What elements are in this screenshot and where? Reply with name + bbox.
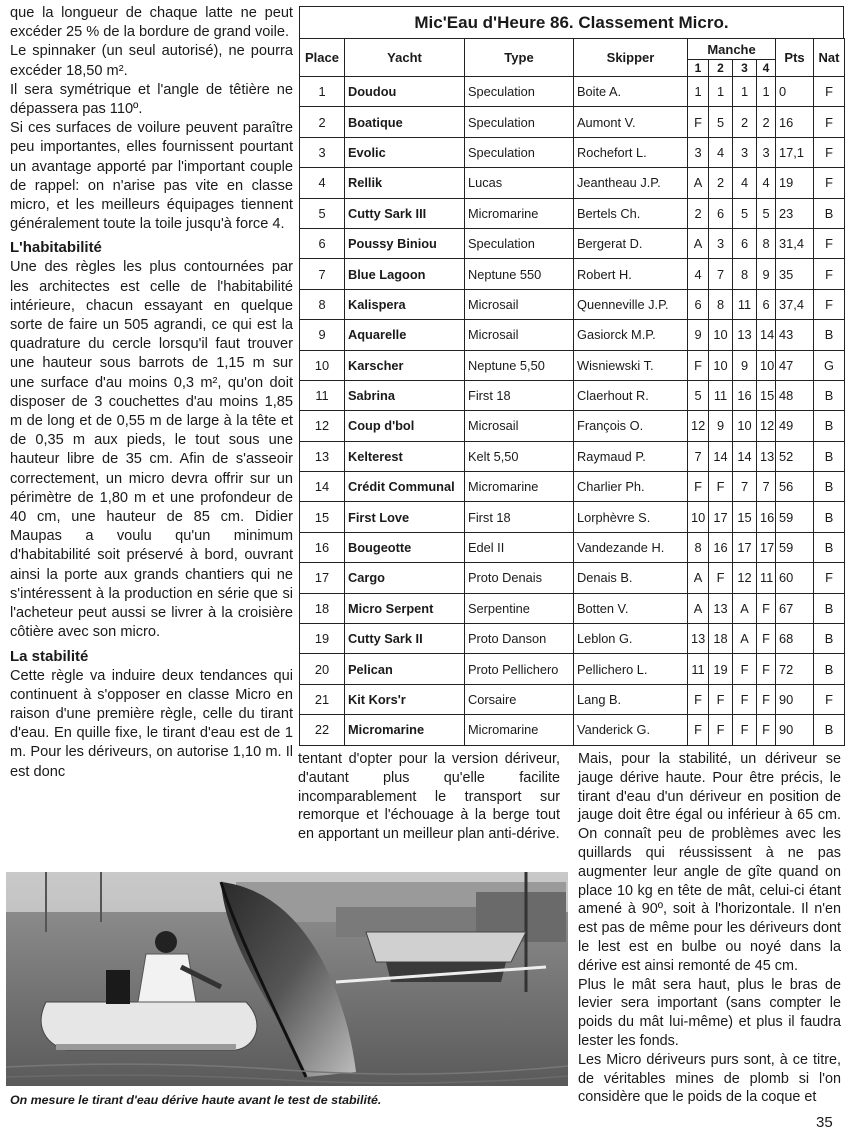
photo-illustration (6, 872, 568, 1086)
cell-manche-1: 10 (688, 502, 709, 532)
cell-manche-3: 6 (733, 228, 757, 258)
cell-nat: B (814, 624, 845, 654)
cell-manche-4: 7 (757, 472, 776, 502)
cell-manche-4: F (757, 684, 776, 714)
cell-manche-4: 16 (757, 502, 776, 532)
cell-manche-2: 8 (709, 289, 733, 319)
table-row (300, 715, 845, 745)
cell-manche-2: 10 (709, 320, 733, 350)
table-row (300, 107, 845, 137)
cell-place: 10 (300, 350, 345, 380)
cell-type: Micromarine (465, 198, 574, 228)
cell-manche-1: A (688, 593, 709, 623)
cell-yacht: Doudou (345, 77, 465, 107)
cell-nat: F (814, 228, 845, 258)
cell-manche-1: 12 (688, 411, 709, 441)
cell-manche-4: 6 (757, 289, 776, 319)
cell-place: 14 (300, 472, 345, 502)
cell-manche-3: 9 (733, 350, 757, 380)
cell-manche-4: F (757, 654, 776, 684)
cell-pts: 19 (776, 168, 814, 198)
header-pts: Pts (776, 39, 814, 77)
cell-manche-2: F (709, 715, 733, 745)
cell-nat: F (814, 168, 845, 198)
table-row (300, 228, 845, 258)
cell-type: Lucas (465, 168, 574, 198)
cell-skipper: François O. (574, 411, 688, 441)
cell-type: Neptune 550 (465, 259, 574, 289)
cell-manche-4: 10 (757, 350, 776, 380)
cell-nat: B (814, 411, 845, 441)
results-table (299, 38, 845, 746)
cell-manche-2: 5 (709, 107, 733, 137)
cell-yacht: Aquarelle (345, 320, 465, 350)
cell-place: 15 (300, 502, 345, 532)
cell-manche-2: 2 (709, 168, 733, 198)
cell-yacht: Kalispera (345, 289, 465, 319)
cell-skipper: Wisniewski T. (574, 350, 688, 380)
cell-type: Proto Pellichero (465, 654, 574, 684)
cell-manche-3: 7 (733, 472, 757, 502)
cell-skipper: Rochefort L. (574, 137, 688, 167)
cell-yacht: Poussy Biniou (345, 228, 465, 258)
table-row (300, 441, 845, 471)
cell-pts: 49 (776, 411, 814, 441)
cell-manche-1: 9 (688, 320, 709, 350)
cell-yacht: Cargo (345, 563, 465, 593)
cell-manche-2: F (709, 563, 733, 593)
paragraph-mat: Plus le mât sera haut, plus le bras de levier sera important (sans compter le poids du mât lui-même) et plus il faudra lester les fonds. (578, 976, 841, 1049)
cell-nat: F (814, 259, 845, 289)
cell-manche-3: 2 (733, 107, 757, 137)
cell-skipper: Robert H. (574, 259, 688, 289)
cell-pts: 59 (776, 532, 814, 562)
cell-pts: 47 (776, 350, 814, 380)
cell-skipper: Quenneville J.P. (574, 289, 688, 319)
results-table-body (300, 77, 845, 746)
cell-pts: 68 (776, 624, 814, 654)
cell-yacht: Karscher (345, 350, 465, 380)
cell-manche-4: 5 (757, 198, 776, 228)
cell-yacht: Cutty Sark III (345, 198, 465, 228)
cell-manche-1: 4 (688, 259, 709, 289)
cell-type: Serpentine (465, 593, 574, 623)
cell-skipper: Leblon G. (574, 624, 688, 654)
header-skipper: Skipper (574, 39, 688, 77)
cell-skipper: Pellichero L. (574, 654, 688, 684)
table-row (300, 411, 845, 441)
cell-place: 8 (300, 289, 345, 319)
cell-manche-2: 10 (709, 350, 733, 380)
cell-manche-4: 2 (757, 107, 776, 137)
cell-nat: F (814, 137, 845, 167)
cell-yacht: Sabrina (345, 380, 465, 410)
cell-manche-1: 5 (688, 380, 709, 410)
cell-pts: 72 (776, 654, 814, 684)
cell-manche-2: 11 (709, 380, 733, 410)
cell-skipper: Vandezande H. (574, 532, 688, 562)
cell-manche-4: 11 (757, 563, 776, 593)
table-row (300, 593, 845, 623)
cell-nat: B (814, 593, 845, 623)
cell-manche-2: 1 (709, 77, 733, 107)
cell-place: 20 (300, 654, 345, 684)
paragraph-habitabilite: Une des règles les plus contournées par les architectes est celle de l'habitabilité intérieure, chacun essayant en quelque sorte de faire un 505 agrandi, ce qui est la quadrature du cercle lorsqu'il faut trouver une hauteur sous barrots de 1,15 m sur une surface d'au moins 0,3 m², qu'on doit disposer de 3 couchettes d'au moins 1,85 m de long et de 0,55 m de large à la tête et de 0,35 m aux pieds, le tout sous une hauteur libre de 35 cm. Afin de s'asseoir correctement, un micro devra offrir sur un périmètre de 1,80 m et une profondeur de 40 cm, une hauteur de 85 cm. Didier Maupas a voulu qu'un minimum d'habitabilité soit préservé à bord, ouvrant ainsi la porte aux grands chantiers qui ne s'intéressent à la production en série que si l'acheteur peut aussi se livrer à la croisière côtière avec son micro. (10, 259, 293, 641)
cell-manche-1: 3 (688, 137, 709, 167)
left-text-column (10, 4, 293, 782)
cell-pts: 56 (776, 472, 814, 502)
header-manche-3: 3 (733, 60, 757, 77)
cell-place: 6 (300, 228, 345, 258)
table-row (300, 198, 845, 228)
photo-caption: On mesure le tirant d'eau dérive haute avant le test de stabilité. (10, 1093, 382, 1107)
cell-manche-1: A (688, 563, 709, 593)
cell-yacht: Cutty Sark II (345, 624, 465, 654)
cell-manche-2: 6 (709, 198, 733, 228)
table-row (300, 259, 845, 289)
cell-pts: 0 (776, 77, 814, 107)
cell-nat: B (814, 532, 845, 562)
cell-yacht: Pelican (345, 654, 465, 684)
cell-pts: 52 (776, 441, 814, 471)
cell-manche-3: F (733, 715, 757, 745)
cell-yacht: Boatique (345, 107, 465, 137)
table-row (300, 684, 845, 714)
cell-pts: 90 (776, 684, 814, 714)
cell-type: Kelt 5,50 (465, 441, 574, 471)
cell-place: 5 (300, 198, 345, 228)
cell-place: 3 (300, 137, 345, 167)
cell-manche-2: 19 (709, 654, 733, 684)
cell-manche-3: 17 (733, 532, 757, 562)
cell-type: Neptune 5,50 (465, 350, 574, 380)
cell-nat: B (814, 198, 845, 228)
cell-manche-2: 7 (709, 259, 733, 289)
cell-type: Micromarine (465, 715, 574, 745)
cell-place: 7 (300, 259, 345, 289)
paragraph-deriveur: tentant d'opter pour la version dériveur, d'autant plus qu'elle facilite incomparablement le transport sur remorque et l'échouage à la berge tout en apportant un meilleur plan anti-dérive. (298, 751, 560, 843)
cell-manche-2: 9 (709, 411, 733, 441)
cell-skipper: Jeantheau J.P. (574, 168, 688, 198)
cell-manche-2: 18 (709, 624, 733, 654)
cell-manche-1: F (688, 472, 709, 502)
table-row (300, 77, 845, 107)
cell-manche-3: F (733, 684, 757, 714)
paragraph-tetiere: Il sera symétrique et l'angle de têtière ne dépassera pas 110º. (10, 81, 293, 118)
paragraph-mines-plomb: Les Micro dériveurs purs sont, à ce titre, de véritables mines de plomb si l'on considère que le poids de la coque et (578, 1051, 841, 1106)
cell-place: 12 (300, 411, 345, 441)
cell-manche-2: 4 (709, 137, 733, 167)
cell-yacht: Bougeotte (345, 532, 465, 562)
cell-manche-1: F (688, 107, 709, 137)
page-number: 35 (816, 1114, 833, 1131)
cell-yacht: Kelterest (345, 441, 465, 471)
cell-place: 13 (300, 441, 345, 471)
table-row (300, 654, 845, 684)
header-manche-1: 1 (688, 60, 709, 77)
cell-skipper: Aumont V. (574, 107, 688, 137)
cell-nat: B (814, 380, 845, 410)
cell-nat: B (814, 654, 845, 684)
right-text-column (578, 750, 841, 1107)
cell-manche-3: 4 (733, 168, 757, 198)
cell-manche-1: 13 (688, 624, 709, 654)
cell-place: 17 (300, 563, 345, 593)
cell-type: Edel II (465, 532, 574, 562)
cell-manche-1: 8 (688, 532, 709, 562)
cell-pts: 43 (776, 320, 814, 350)
heading-habitabilite: L'habitabilité (10, 239, 102, 257)
cell-nat: G (814, 350, 845, 380)
cell-type: First 18 (465, 380, 574, 410)
header-manche-4: 4 (757, 60, 776, 77)
cell-pts: 37,4 (776, 289, 814, 319)
table-row (300, 320, 845, 350)
cell-nat: B (814, 715, 845, 745)
cell-manche-3: 16 (733, 380, 757, 410)
cell-manche-3: 8 (733, 259, 757, 289)
cell-pts: 48 (776, 380, 814, 410)
cell-manche-3: 11 (733, 289, 757, 319)
cell-type: Microsail (465, 411, 574, 441)
cell-manche-4: 3 (757, 137, 776, 167)
cell-manche-4: 4 (757, 168, 776, 198)
results-table-block (299, 6, 844, 746)
cell-nat: B (814, 441, 845, 471)
cell-skipper: Claerhout R. (574, 380, 688, 410)
cell-type: Speculation (465, 137, 574, 167)
cell-skipper: Lang B. (574, 684, 688, 714)
cell-pts: 16 (776, 107, 814, 137)
cell-manche-3: 12 (733, 563, 757, 593)
cell-yacht: Rellik (345, 168, 465, 198)
cell-place: 22 (300, 715, 345, 745)
cell-manche-4: 1 (757, 77, 776, 107)
cell-pts: 17,1 (776, 137, 814, 167)
cell-manche-3: 15 (733, 502, 757, 532)
cell-yacht: Evolic (345, 137, 465, 167)
cell-type: Speculation (465, 107, 574, 137)
cell-nat: B (814, 502, 845, 532)
cell-place: 9 (300, 320, 345, 350)
cell-manche-4: F (757, 715, 776, 745)
header-manche: Manche (688, 39, 776, 60)
cell-manche-1: F (688, 350, 709, 380)
table-row (300, 168, 845, 198)
header-nat: Nat (814, 39, 845, 77)
cell-manche-4: 14 (757, 320, 776, 350)
cell-manche-4: 13 (757, 441, 776, 471)
cell-pts: 35 (776, 259, 814, 289)
cell-yacht: Blue Lagoon (345, 259, 465, 289)
cell-place: 2 (300, 107, 345, 137)
cell-yacht: Micro Serpent (345, 593, 465, 623)
cell-manche-3: 1 (733, 77, 757, 107)
cell-pts: 59 (776, 502, 814, 532)
cell-manche-4: 8 (757, 228, 776, 258)
cell-type: Micromarine (465, 472, 574, 502)
cell-manche-1: 1 (688, 77, 709, 107)
cell-manche-3: 3 (733, 137, 757, 167)
cell-manche-3: A (733, 624, 757, 654)
cell-nat: B (814, 472, 845, 502)
cell-yacht: Kit Kors'r (345, 684, 465, 714)
cell-skipper: Vanderick G. (574, 715, 688, 745)
cell-manche-4: 9 (757, 259, 776, 289)
middle-text-column (298, 750, 560, 844)
cell-manche-4: F (757, 593, 776, 623)
cell-type: Corsaire (465, 684, 574, 714)
cell-pts: 90 (776, 715, 814, 745)
cell-manche-2: F (709, 684, 733, 714)
boat-stability-test-photo (6, 872, 568, 1086)
cell-yacht: Micromarine (345, 715, 465, 745)
cell-manche-2: 16 (709, 532, 733, 562)
cell-skipper: Bertels Ch. (574, 198, 688, 228)
cell-nat: F (814, 563, 845, 593)
cell-manche-2: 14 (709, 441, 733, 471)
table-row (300, 563, 845, 593)
table-row (300, 137, 845, 167)
cell-type: Microsail (465, 289, 574, 319)
table-row (300, 289, 845, 319)
cell-manche-1: A (688, 228, 709, 258)
cell-nat: F (814, 77, 845, 107)
cell-skipper: Raymaud P. (574, 441, 688, 471)
cell-skipper: Charlier Ph. (574, 472, 688, 502)
header-yacht: Yacht (345, 39, 465, 77)
cell-manche-1: F (688, 715, 709, 745)
cell-manche-2: 3 (709, 228, 733, 258)
cell-nat: B (814, 320, 845, 350)
cell-nat: F (814, 684, 845, 714)
table-row (300, 350, 845, 380)
cell-nat: F (814, 107, 845, 137)
cell-place: 16 (300, 532, 345, 562)
cell-manche-3: 5 (733, 198, 757, 228)
cell-manche-1: F (688, 684, 709, 714)
cell-pts: 67 (776, 593, 814, 623)
cell-yacht: First Love (345, 502, 465, 532)
table-row (300, 624, 845, 654)
paragraph-stabilite: Cette règle va induire deux tendances qui continuent à s'opposer en classe Micro en raison d'une première règle, celle du tirant d'eau. En quille fixe, le tirant d'eau est de 1 m. Pour les dériveurs, on autorise 1,10 m. Il est donc (10, 667, 293, 780)
cell-type: First 18 (465, 502, 574, 532)
header-manche-2: 2 (709, 60, 733, 77)
cell-manche-4: 12 (757, 411, 776, 441)
cell-pts: 31,4 (776, 228, 814, 258)
cell-manche-1: 6 (688, 289, 709, 319)
cell-nat: F (814, 289, 845, 319)
cell-type: Speculation (465, 77, 574, 107)
cell-pts: 23 (776, 198, 814, 228)
table-row (300, 532, 845, 562)
cell-skipper: Bergerat D. (574, 228, 688, 258)
cell-place: 21 (300, 684, 345, 714)
cell-skipper: Lorphèvre S. (574, 502, 688, 532)
cell-yacht: Coup d'bol (345, 411, 465, 441)
paragraph-voilure: Si ces surfaces de voilure peuvent paraître peu importantes, elles fournissent pourtant un avantage apporté par l'important couple de rappel: on n'arise pas vite en classe micro, et les meilleurs équipages tiennent généralement toute la toile jusqu'à force 4. (10, 120, 293, 233)
cell-type: Speculation (465, 228, 574, 258)
cell-type: Proto Danson (465, 624, 574, 654)
paragraph-jauge: Mais, pour la stabilité, un dériveur se jauge dérive haute. Pour être précis, le tirant d'eau d'un dériveur en position de jauge doit être égal ou inférieur à 65 cm. On connaît peu de problèmes avec les quillards qui réussissent à ne pas augmenter leur angle de gîte quand on place 10 kg en tête de mât, celui-ci étant amené à 90º, soit à l'horizontale. Il n'en est pas de même pour les dériveurs dont le lest est en bulbe ou noyé dans la dérive est ainsi remonté de 45 cm. (578, 751, 841, 974)
cell-skipper: Botten V. (574, 593, 688, 623)
cell-manche-3: 10 (733, 411, 757, 441)
cell-manche-3: A (733, 593, 757, 623)
cell-skipper: Denais B. (574, 563, 688, 593)
table-title: Mic'Eau d'Heure 86. Classement Micro. (299, 6, 844, 38)
table-row (300, 502, 845, 532)
cell-type: Proto Denais (465, 563, 574, 593)
heading-stabilite: La stabilité (10, 647, 89, 665)
paragraph-latte: que la longueur de chaque latte ne peut excéder 25 % de la bordure de grand voile. (10, 5, 293, 41)
cell-pts: 60 (776, 563, 814, 593)
cell-manche-4: 17 (757, 532, 776, 562)
cell-place: 18 (300, 593, 345, 623)
cell-manche-1: 2 (688, 198, 709, 228)
cell-manche-3: F (733, 654, 757, 684)
header-place: Place (300, 39, 345, 77)
cell-manche-2: 17 (709, 502, 733, 532)
cell-manche-4: F (757, 624, 776, 654)
paragraph-spinnaker: Le spinnaker (un seul autorisé), ne pourra excéder 18,50 m². (10, 43, 293, 79)
cell-place: 4 (300, 168, 345, 198)
header-type: Type (465, 39, 574, 77)
cell-manche-1: 11 (688, 654, 709, 684)
table-row (300, 380, 845, 410)
cell-manche-4: 15 (757, 380, 776, 410)
table-row (300, 472, 845, 502)
cell-manche-2: 13 (709, 593, 733, 623)
cell-place: 1 (300, 77, 345, 107)
cell-manche-3: 13 (733, 320, 757, 350)
cell-manche-2: F (709, 472, 733, 502)
cell-type: Microsail (465, 320, 574, 350)
cell-yacht: Crédit Communal (345, 472, 465, 502)
cell-skipper: Gasiorck M.P. (574, 320, 688, 350)
cell-place: 19 (300, 624, 345, 654)
cell-manche-3: 14 (733, 441, 757, 471)
cell-manche-1: 7 (688, 441, 709, 471)
cell-skipper: Boite A. (574, 77, 688, 107)
cell-place: 11 (300, 380, 345, 410)
cell-manche-1: A (688, 168, 709, 198)
